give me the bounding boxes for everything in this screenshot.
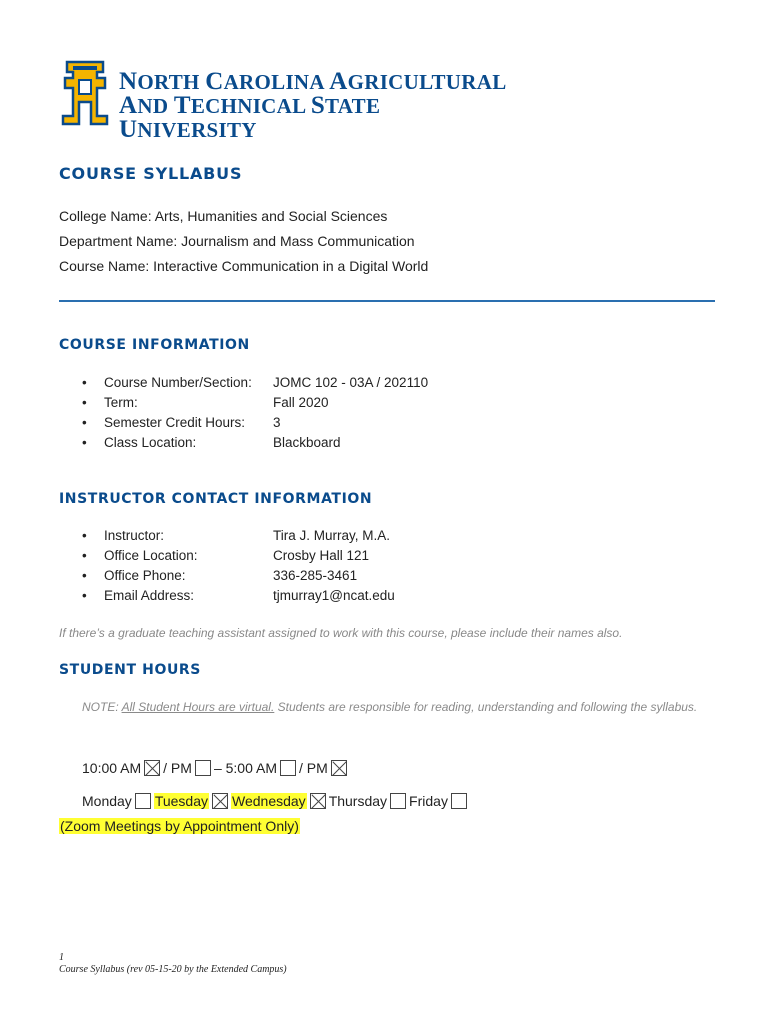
end-am-checkbox[interactable] [280, 760, 296, 776]
bullet-icon: • [82, 415, 87, 430]
note-prefix: NOTE: [82, 700, 122, 714]
bullet-icon: • [82, 548, 87, 563]
course-information-heading: COURSE INFORMATION [59, 337, 250, 353]
field-value: Tira J. Murray, M.A. [273, 528, 391, 543]
friday-checkbox[interactable] [451, 793, 467, 809]
wednesday-checkbox-checked[interactable] [310, 793, 326, 809]
field-label: Instructor: [104, 528, 165, 543]
bullet-icon: • [82, 375, 87, 390]
tuesday-checkbox-checked[interactable] [212, 793, 228, 809]
pm-label: / PM [298, 760, 328, 776]
day-wednesday: Wednesday [232, 793, 306, 809]
day-friday: Friday [409, 793, 448, 809]
days-row [82, 793, 470, 809]
page-title: COURSE SYLLABUS [59, 164, 243, 183]
day-monday: Monday [82, 793, 132, 809]
time-row [82, 760, 350, 776]
email-link[interactable]: tjmurray1@ncat.edu [273, 588, 395, 603]
course-information-list [82, 373, 428, 453]
bullet-icon: • [82, 568, 87, 583]
university-logo [57, 58, 507, 143]
ta-note: If there’s a graduate teaching assistant assigned to work with this course, please include their names also. [59, 626, 623, 640]
bullet-icon: • [82, 435, 87, 450]
field-label: Term: [104, 395, 138, 410]
college-name: College Name: Arts, Humanities and Social Sciences [59, 208, 388, 224]
pm-checkbox[interactable] [195, 760, 211, 776]
list-item [82, 373, 428, 393]
zoom-note: (Zoom Meetings by Appointment Only) [60, 818, 299, 834]
start-time: 10:00 AM [82, 760, 142, 776]
field-value: JOMC 102 - 03A / 202110 [273, 375, 429, 390]
field-value: Crosby Hall 121 [273, 548, 370, 563]
monday-checkbox[interactable] [135, 793, 151, 809]
department-name: Department Name: Journalism and Mass Communication [59, 233, 415, 249]
day-thursday: Thursday [328, 793, 388, 809]
student-hours-note [82, 696, 702, 718]
note-rest: Students are responsible for reading, understanding and following the syllabus. [274, 700, 698, 714]
divider [59, 300, 715, 302]
end-pm-checkbox-checked[interactable] [331, 760, 347, 776]
list-item [82, 526, 395, 546]
aggie-logo-icon [57, 58, 113, 128]
list-item [82, 546, 395, 566]
field-label: Office Location: [104, 548, 198, 563]
instructor-contact-heading: INSTRUCTOR CONTACT INFORMATION [59, 491, 373, 507]
university-name [119, 70, 507, 142]
pm-label: / PM [163, 760, 192, 776]
bullet-icon: • [82, 395, 87, 410]
field-value: 336-285-3461 [273, 568, 358, 583]
field-value: Blackboard [273, 435, 341, 450]
field-value: Fall 2020 [273, 395, 329, 410]
list-item [82, 566, 395, 586]
list-item [82, 586, 395, 606]
university-name-line2: AND TECHNICAL STATE UNIVERSITY [119, 92, 381, 143]
list-item [82, 393, 428, 413]
note-underlined: All Student Hours are virtual. [121, 700, 275, 714]
field-label: Semester Credit Hours: [104, 415, 246, 430]
end-time: – 5:00 AM [213, 760, 277, 776]
day-tuesday: Tuesday [154, 793, 208, 809]
page-number: 1 [59, 952, 64, 963]
instructor-contact-list [82, 526, 395, 606]
thursday-checkbox[interactable] [390, 793, 406, 809]
student-hours-heading: STUDENT HOURS [59, 662, 201, 678]
field-label: Office Phone: [104, 568, 186, 583]
am-checkbox-checked[interactable] [144, 760, 160, 776]
field-label: Email Address: [104, 588, 195, 603]
university-name-line1: NORTH CAROLINA AGRICULTURAL [119, 68, 507, 95]
bullet-icon: • [82, 528, 87, 543]
bullet-icon: • [82, 588, 87, 603]
course-name: Course Name: Interactive Communication in a Digital World [59, 258, 429, 274]
footer-revision: Course Syllabus (rev 05-15-20 by the Extended Campus) [59, 964, 287, 975]
field-value: 3 [273, 415, 281, 430]
list-item [82, 413, 428, 433]
field-label: Class Location: [104, 435, 197, 450]
field-label: Course Number/Section: [104, 375, 252, 390]
list-item [82, 433, 428, 453]
